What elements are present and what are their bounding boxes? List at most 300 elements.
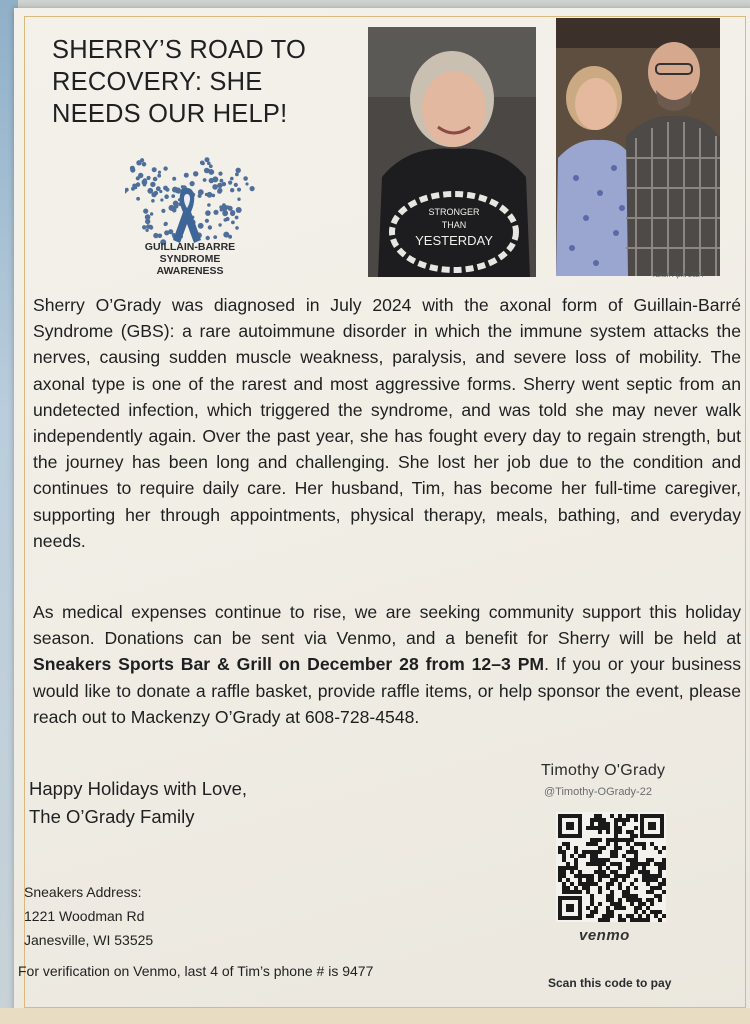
qr-module: [638, 906, 642, 910]
qr-module: [630, 846, 634, 850]
qr-module: [590, 874, 594, 878]
qr-module: [594, 814, 598, 818]
qr-module: [646, 882, 650, 886]
closing-line-2: The O’Grady Family: [29, 806, 195, 827]
logo-line-2: SYNDROME: [159, 253, 221, 265]
qr-module: [570, 854, 574, 858]
qr-module: [654, 874, 658, 878]
qr-module: [606, 874, 610, 878]
qr-module: [622, 818, 626, 822]
qr-module: [658, 898, 662, 902]
qr-module: [610, 850, 614, 854]
qr-module: [594, 906, 598, 910]
qr-module: [610, 870, 614, 874]
qr-module: [634, 866, 638, 870]
wing-dot: [222, 203, 226, 207]
wing-dot: [212, 184, 218, 190]
wing-dot: [217, 183, 222, 188]
wing-dot: [164, 194, 169, 199]
qr-module: [590, 902, 594, 906]
qr-module: [594, 850, 598, 854]
wing-dot: [150, 212, 153, 215]
qr-module: [610, 910, 614, 914]
qr-module: [626, 814, 630, 818]
qr-module: [610, 878, 614, 882]
wing-dot: [163, 166, 167, 170]
qr-module: [598, 826, 602, 830]
qr-module: [622, 918, 626, 922]
wing-dot: [217, 189, 222, 194]
qr-module: [658, 918, 662, 922]
qr-module: [634, 854, 638, 858]
qr-module: [598, 846, 602, 850]
qr-module: [646, 898, 650, 902]
qr-module: [658, 882, 662, 886]
qr-module: [594, 882, 598, 886]
wing-dot: [190, 181, 195, 186]
venmo-name: Timothy O'Grady: [541, 762, 666, 779]
wing-dot: [205, 210, 211, 216]
qr-module: [594, 854, 598, 858]
qr-module: [606, 898, 610, 902]
shirt-text-2: THAN: [441, 220, 467, 230]
qr-module: [602, 862, 606, 866]
photo-couple: [556, 18, 720, 276]
closing-signature: [29, 775, 247, 831]
qr-module: [638, 898, 642, 902]
qr-module: [646, 918, 650, 922]
wing-dot: [223, 232, 229, 238]
qr-module: [646, 862, 650, 866]
wing-dot: [130, 167, 135, 172]
qr-module: [606, 858, 610, 862]
qr-module: [626, 870, 630, 874]
qr-module: [650, 902, 654, 906]
qr-module: [634, 906, 638, 910]
qr-module: [618, 898, 622, 902]
qr-module: [618, 838, 622, 842]
wing-dot: [218, 223, 221, 226]
qr-module: [590, 826, 594, 830]
qr-module: [594, 858, 598, 862]
qr-module: [570, 890, 574, 894]
qr-module: [574, 890, 578, 894]
qr-module: [590, 898, 594, 902]
wing-dot: [158, 171, 161, 174]
qr-module: [650, 886, 654, 890]
qr-module: [638, 842, 642, 846]
qr-module: [634, 862, 638, 866]
qr-module: [610, 862, 614, 866]
qr-module: [562, 886, 566, 890]
qr-module: [642, 862, 646, 866]
wing-dot: [208, 225, 212, 229]
qr-module: [642, 846, 646, 850]
qr-module: [610, 898, 614, 902]
wing-dot: [176, 189, 181, 194]
qr-module: [590, 842, 594, 846]
qr-module: [626, 830, 630, 834]
wing-dot: [200, 161, 205, 166]
qr-module: [614, 818, 618, 822]
scan-instruction: Scan this code to pay: [548, 976, 672, 990]
qr-module: [618, 914, 622, 918]
qr-module: [602, 918, 606, 922]
qr-module: [634, 898, 638, 902]
qr-module: [598, 818, 602, 822]
wing-dot: [206, 236, 210, 240]
qr-module: [626, 898, 630, 902]
wing-dot: [205, 157, 210, 162]
qr-module: [614, 850, 618, 854]
qr-module: [590, 858, 594, 862]
wing-dot: [235, 226, 239, 230]
qr-module: [626, 886, 630, 890]
qr-module: [614, 878, 618, 882]
wing-dot: [181, 185, 184, 188]
qr-module: [634, 834, 638, 838]
wing-dot: [203, 178, 207, 182]
qr-module: [598, 862, 602, 866]
qr-module: [662, 890, 666, 894]
wing-dot: [243, 176, 248, 181]
qr-module: [626, 818, 630, 822]
qr-module: [650, 842, 654, 846]
qr-module: [634, 878, 638, 882]
qr-module: [590, 838, 594, 842]
qr-module: [646, 906, 650, 910]
qr-module: [602, 818, 606, 822]
qr-module: [598, 838, 602, 842]
qr-module: [598, 814, 602, 818]
qr-module: [566, 878, 570, 882]
qr-module: [662, 878, 666, 882]
qr-module: [590, 862, 594, 866]
qr-module: [618, 882, 622, 886]
qr-module: [614, 846, 618, 850]
qr-module: [630, 918, 634, 922]
qr-module: [594, 838, 598, 842]
venmo-logo: venmo: [579, 927, 630, 944]
wing-dot: [213, 210, 218, 215]
qr-module: [634, 910, 638, 914]
qr-module: [638, 918, 642, 922]
qr-module: [630, 858, 634, 862]
qr-module: [590, 850, 594, 854]
venue-address: [24, 880, 153, 952]
qr-module: [658, 862, 662, 866]
qr-module: [642, 870, 646, 874]
qr-module: [598, 870, 602, 874]
wing-dot: [160, 198, 163, 201]
qr-module: [586, 890, 590, 894]
wing-dot: [153, 233, 158, 238]
qr-module: [578, 870, 582, 874]
qr-module: [606, 894, 610, 898]
qr-module: [598, 850, 602, 854]
qr-module: [634, 918, 638, 922]
qr-module: [650, 910, 654, 914]
qr-module: [654, 914, 658, 918]
qr-module: [586, 826, 590, 830]
qr-code-icon[interactable]: [556, 812, 666, 922]
donation-text-2: . If you or your business would like to donate a raffle basket, provide raffle items, or help sponsor the event, please reach out to Mackenzy O’Grady at 608-728-4548.: [33, 654, 741, 727]
qr-module: [566, 866, 570, 870]
wing-dot: [212, 194, 216, 198]
wing-dot: [223, 211, 228, 216]
wing-dot: [237, 188, 241, 192]
qr-module: [614, 874, 618, 878]
qr-module: [622, 874, 626, 878]
qr-module: [598, 890, 602, 894]
wing-dot: [230, 177, 234, 181]
qr-module: [650, 878, 654, 882]
qr-module: [606, 842, 610, 846]
wing-dot: [198, 189, 204, 195]
qr-module: [566, 862, 570, 866]
qr-module: [590, 910, 594, 914]
qr-module: [634, 842, 638, 846]
qr-module: [626, 894, 630, 898]
qr-module: [602, 874, 606, 878]
qr-module: [642, 842, 646, 846]
shirt-text-1: STRONGER: [428, 207, 480, 217]
address-label: Sneakers Address:: [24, 884, 142, 900]
wing-dot: [212, 176, 218, 182]
qr-module: [606, 830, 610, 834]
qr-module: [598, 918, 602, 922]
qr-module: [646, 874, 650, 878]
qr-module: [654, 846, 658, 850]
qr-module: [578, 854, 582, 858]
qr-module: [626, 874, 630, 878]
wing-dot: [205, 219, 209, 223]
qr-module: [574, 858, 578, 862]
qr-module: [634, 858, 638, 862]
qr-module: [606, 882, 610, 886]
qr-module: [654, 886, 658, 890]
wing-dot: [143, 209, 148, 214]
qr-module: [598, 878, 602, 882]
qr-module: [598, 874, 602, 878]
qr-module: [582, 850, 586, 854]
qr-module: [578, 882, 582, 886]
qr-module: [610, 882, 614, 886]
qr-module: [618, 902, 622, 906]
qr-module: [610, 894, 614, 898]
qr-module: [598, 858, 602, 862]
flyer-title: SHERRY’S ROAD TO RECOVERY: SHE NEEDS OUR HELP!: [52, 36, 307, 128]
qr-module: [662, 882, 666, 886]
qr-module: [606, 914, 610, 918]
qr-module: [590, 818, 594, 822]
qr-module: [662, 914, 666, 918]
qr-module: [602, 914, 606, 918]
wing-dot: [193, 171, 198, 176]
wing-dot: [218, 172, 222, 176]
wing-dot: [163, 186, 168, 191]
qr-module: [646, 858, 650, 862]
qr-module: [630, 898, 634, 902]
qr-module: [622, 890, 626, 894]
photo-couple-illustration: [556, 18, 720, 276]
qr-module: [602, 846, 606, 850]
qr-module: [606, 822, 610, 826]
qr-module: [618, 886, 622, 890]
qr-module: [594, 862, 598, 866]
qr-module: [602, 826, 606, 830]
logo-caption: [122, 241, 258, 277]
qr-module: [598, 902, 602, 906]
qr-module: [650, 890, 654, 894]
qr-module: [594, 818, 598, 822]
qr-module: [630, 882, 634, 886]
qr-module: [618, 826, 622, 830]
qr-module: [582, 854, 586, 858]
qr-module: [630, 894, 634, 898]
qr-module: [638, 862, 642, 866]
qr-module: [558, 878, 562, 882]
wing-dot: [204, 168, 210, 174]
wing-dot: [136, 197, 140, 201]
qr-module: [610, 914, 614, 918]
qr-module: [614, 906, 618, 910]
wing-dot: [250, 186, 255, 191]
qr-module: [590, 894, 594, 898]
wing-dot: [150, 182, 155, 187]
qr-module: [566, 842, 570, 846]
qr-module: [642, 918, 646, 922]
wing-dot: [231, 221, 235, 225]
qr-module: [562, 850, 566, 854]
qr-module: [574, 850, 578, 854]
wing-dot: [134, 186, 138, 190]
qr-module: [634, 850, 638, 854]
qr-module: [586, 842, 590, 846]
qr-module: [630, 838, 634, 842]
qr-module: [598, 822, 602, 826]
donation-text-1: As medical expenses continue to rise, we are seeking community support this holiday season. Donations can be sent via Venmo, and a benefit for Sherry will be held at: [33, 602, 741, 649]
qr-module: [630, 870, 634, 874]
qr-module: [602, 858, 606, 862]
qr-module: [594, 870, 598, 874]
qr-module: [654, 862, 658, 866]
qr-module: [614, 842, 618, 846]
qr-module: [618, 846, 622, 850]
qr-module: [586, 850, 590, 854]
qr-module: [650, 898, 654, 902]
qr-module: [634, 826, 638, 830]
qr-module: [594, 910, 598, 914]
qr-module: [570, 866, 574, 870]
qr-module: [626, 914, 630, 918]
qr-module: [578, 874, 582, 878]
wing-dot: [224, 218, 228, 222]
qr-module: [646, 914, 650, 918]
qr-module: [650, 858, 654, 862]
qr-module: [558, 850, 562, 854]
qr-module: [622, 838, 626, 842]
wing-dot: [207, 203, 211, 207]
wing-dot: [151, 199, 155, 203]
qr-module: [586, 878, 590, 882]
qr-module: [586, 874, 590, 878]
qr-module: [634, 814, 638, 818]
qr-module: [590, 914, 594, 918]
story-paragraph: Sherry O’Grady was diagnosed in July 2024 with the axonal form of Guillain-Barré Syndrome (GBS): a rare autoimmune disorder in which the immune system attacks the nerves, causing sudden muscle weakness, paralysis, and severe loss of mobility. The axonal type is one of the rarest and most aggressive forms. Sherry went septic from an undetected infection, which triggered the syndrome, and was told she may never walk independently again. Over the past year, she has fought every day to regain strength, but the journey has been long and challenging. She lost her job due to the condition and continues to require daily care. Her husband, Tim, has become her full-time caregiver, supporting her through appointments, physical therapy, meals, bathing, and everyday needs.: [33, 295, 741, 551]
qr-module: [582, 874, 586, 878]
qr-module: [610, 838, 614, 842]
qr-module: [654, 878, 658, 882]
qr-module: [626, 838, 630, 842]
qr-module: [638, 914, 642, 918]
verification-note: For verification on Venmo, last 4 of Tim’s phone # is 9477: [18, 963, 374, 979]
qr-module: [618, 862, 622, 866]
qr-module: [622, 906, 626, 910]
qr-module: [606, 918, 610, 922]
logo-line-3: AWARENESS: [156, 265, 224, 277]
qr-module: [558, 846, 562, 850]
qr-module: [646, 878, 650, 882]
qr-module: [586, 882, 590, 886]
qr-module: [622, 878, 626, 882]
qr-module: [566, 890, 570, 894]
qr-module: [610, 854, 614, 858]
qr-module: [662, 858, 666, 862]
qr-module: [658, 850, 662, 854]
qr-module: [654, 910, 658, 914]
wing-dot: [184, 173, 189, 178]
wing-dot: [142, 225, 146, 229]
qr-module: [642, 910, 646, 914]
qr-module: [574, 886, 578, 890]
qr-module: [626, 890, 630, 894]
wing-dot: [226, 205, 230, 209]
qr-module: [618, 814, 622, 818]
qr-module: [662, 866, 666, 870]
wing-dot: [207, 162, 211, 166]
wing-dot: [234, 183, 238, 187]
qr-module: [642, 878, 646, 882]
wing-dot: [213, 235, 217, 239]
qr-module: [558, 874, 562, 878]
qr-module: [578, 878, 582, 882]
qr-module: [558, 870, 562, 874]
qr-module: [590, 854, 594, 858]
qr-module: [622, 822, 626, 826]
qr-module: [638, 902, 642, 906]
qr-module: [598, 866, 602, 870]
wing-dot: [236, 207, 242, 213]
wing-dot: [154, 191, 159, 196]
qr-module: [570, 870, 574, 874]
wing-dot: [235, 173, 239, 177]
qr-module: [618, 818, 622, 822]
qr-module: [618, 874, 622, 878]
qr-module: [558, 866, 562, 870]
qr-module: [618, 866, 622, 870]
qr-module: [626, 858, 630, 862]
qr-module: [562, 874, 566, 878]
wing-dot: [136, 176, 140, 180]
qr-module: [642, 866, 646, 870]
qr-module: [574, 866, 578, 870]
qr-module: [614, 830, 618, 834]
qr-module: [602, 822, 606, 826]
qr-module: [630, 830, 634, 834]
wing-dot: [157, 174, 161, 178]
qr-module: [658, 874, 662, 878]
